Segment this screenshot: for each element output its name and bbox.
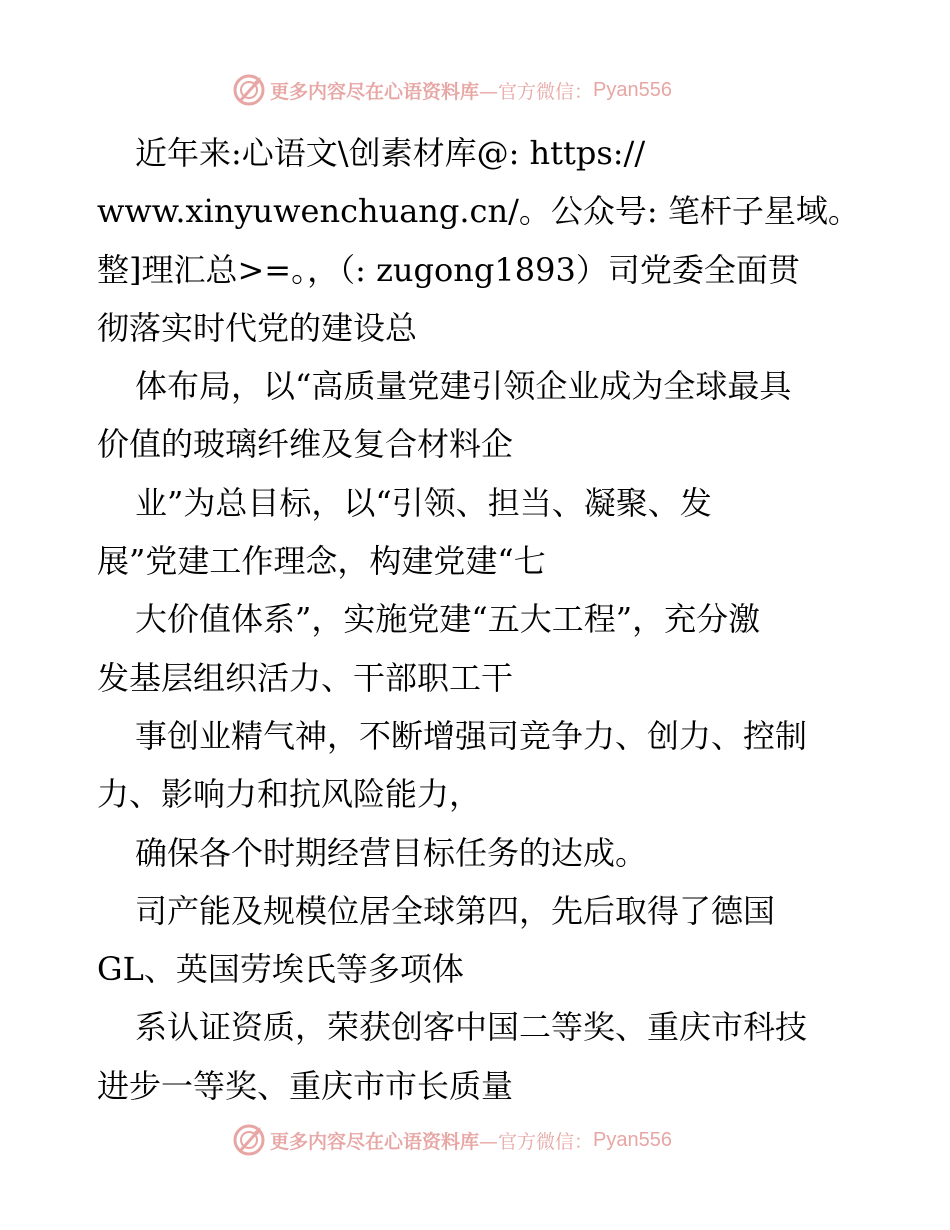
text-line: 系认证资质，荣获创客中国二等奖、重庆市科技 (135, 1008, 808, 1047)
body-text (97, 124, 877, 1115)
seal-logo-icon (232, 1123, 266, 1157)
banner-main-text: 更多内容尽在心语资料库 (270, 1130, 480, 1153)
banner-wechat-id: Pyan556 (593, 1128, 672, 1151)
text-line: 确保各个时期经营目标任务的达成。 (135, 833, 648, 872)
text-line: 发基层组织活力、干部职工干 (97, 658, 514, 697)
text-line: 事创业精气神，不断增强司竞争力、创力、控制 (135, 716, 808, 755)
banner-main-text: 更多内容尽在心语资料库 (270, 80, 480, 103)
text-line: 司产能及规模位居全球第四，先后取得了德国 (135, 891, 776, 930)
footer-banner (232, 1122, 712, 1158)
text-line: 体布局，以“高质量党建引领企业成为全球最具 (135, 367, 792, 406)
text-line: 进步一等奖、重庆市市长质量 (97, 1066, 514, 1105)
text-line: 大价值体系”，实施党建“五大工程”，充分激 (135, 600, 761, 639)
text-line: GL、英国劳埃氏等多项体 (97, 950, 464, 989)
text-line: www.xinyuwenchuang.cn/。公众号: 笔杆子星域。 (97, 192, 860, 231)
text-line: 展”党建工作理念，构建党建“七 (97, 542, 546, 581)
text-line: 整]理汇总>=。，（: zugong1893）司党委全面贯 (97, 250, 800, 289)
banner-sub-text: —官方微信： (479, 80, 594, 103)
banner-sub-text: —官方微信： (479, 1130, 594, 1153)
text-line: 近年来:心语文\创素材库@: https:// (135, 134, 646, 172)
header-banner (232, 72, 712, 108)
seal-logo-icon (232, 73, 266, 107)
text-line: 力、影响力和抗风险能力， (97, 775, 482, 814)
text-line: 业”为总目标，以“引领、担当、凝聚、发 (135, 483, 712, 522)
text-line: 彻落实时代党的建设总 (97, 308, 418, 347)
text-line: 价值的玻璃纤维及复合材料企 (97, 425, 514, 464)
banner-wechat-id: Pyan556 (593, 78, 672, 101)
